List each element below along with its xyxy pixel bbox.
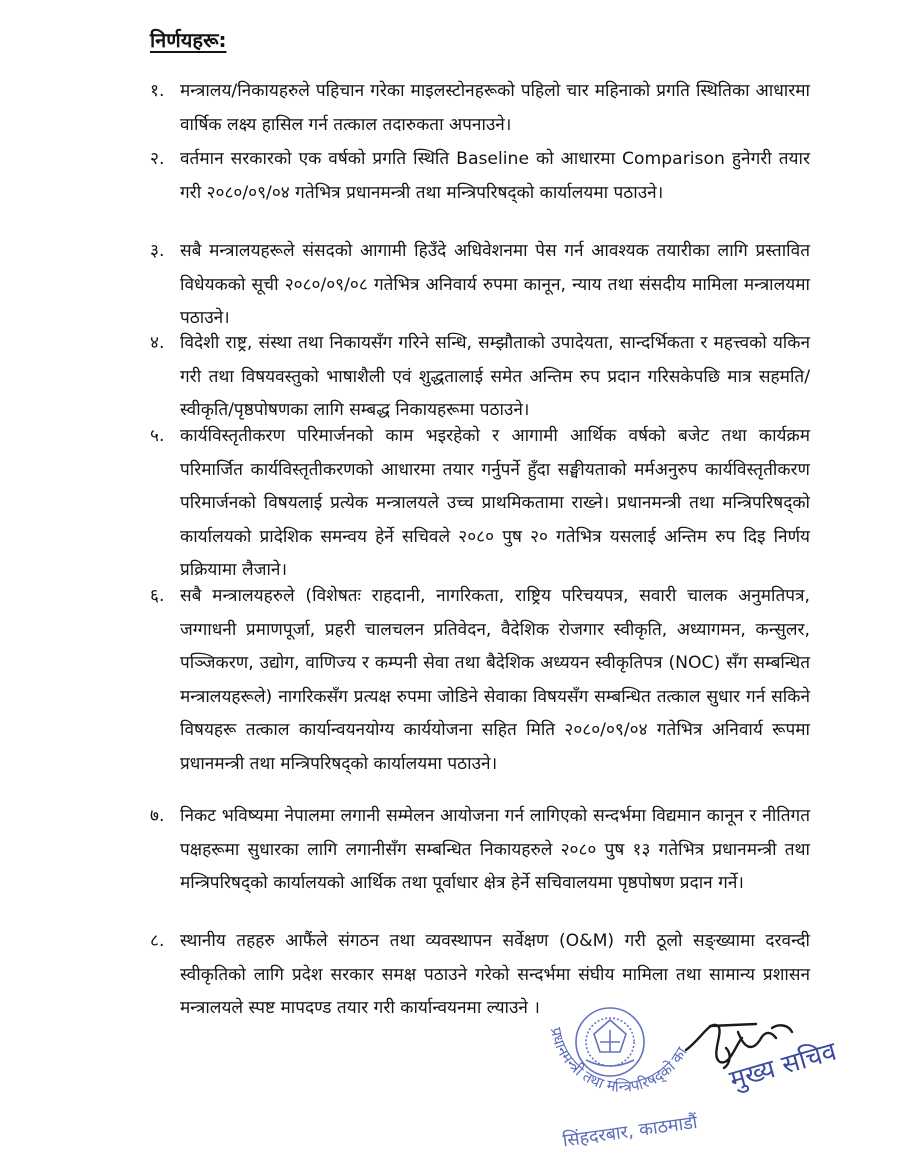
decisions-heading: निर्णयहरू:: [150, 28, 227, 52]
decision-item-1: [150, 75, 810, 142]
decision-item-2: [150, 143, 810, 210]
item-text: स्थानीय तहहरु आफैंले संगठन तथा व्यवस्थापन सर्वेक्षण (O&M) गरी ठूलो सङ्ख्यामा दरवन्दी स्वीकृतिको लागि प्रदेश सरकार समक्ष पठाउने गरेको सन्दर्भमा संघीय मामिला तथा सामान्य प्रशासन मन्त्रालयले स्पष्ट मापदण्ड तयार गरी कार्यान्वयनमा ल्याउने ।: [180, 931, 810, 1018]
item-text: वर्तमान सरकारको एक वर्षको प्रगति स्थिति Baseline को आधारमा Comparison हुनेगरी तयार गरी २०८०/०९/०४ गतेभित्र प्रधानमन्त्री तथा मन्त्रिपरिषद्को कार्यालयमा पठाउने।: [180, 149, 810, 203]
item-number: ८.: [150, 931, 165, 951]
item-text: निकट भविष्यमा नेपालमा लगानी सम्मेलन आयोजना गर्न लागिएको सन्दर्भमा विद्यमान कानून र नीतिगत पक्षहरूमा सुधारका लागि लगानीसँग सम्बन्धित निकायहरुले २०८० पुष १३ गतेभित्र प्रधानमन्त्री तथा मन्त्रिपरिषद्को कार्यालयको आर्थिक तथा पूर्वाधार क्षेत्र हेर्ने सचिवालयमा पृष्ठपोषण प्रदान गर्ने।: [180, 806, 810, 893]
decision-item-6: [150, 580, 810, 781]
decision-item-7: [150, 800, 810, 901]
item-text: कार्यविस्तृतीकरण परिमार्जनको काम भइरहेको र आगामी आर्थिक वर्षको बजेट तथा कार्यक्रम परिमार्जित कार्यविस्तृतीकरणको आधारमा तयार गर्नुपर्ने हुँदा सङ्घीयताको मर्मअनुरुप कार्यविस्तृतीकरण परिमार्जनको विषयलाई प्रत्येक मन्त्रालयले उच्च प्राथमिकतामा राख्ने। प्रधानमन्त्री तथा मन्त्रिपरिषद्को कार्यालयको प्रादेशिक समन्वय हेर्ने सचिवले २०८० पुष २० गतेभित्र यसलाई अन्तिम रुप दिइ निर्णय प्रक्रियामा लैजाने।: [180, 426, 810, 580]
decision-item-5: [150, 420, 810, 588]
item-number: ७.: [150, 806, 165, 826]
item-text: विदेशी राष्ट्र, संस्था तथा निकायसँग गरिने सन्धि, सम्झौताको उपादेयता, सान्दर्भिकता र महत्त्वको यकिन गरी तथा विषयवस्तुको भाषाशैली एवं शुद्धतालाई समेत अन्तिम रुप प्रदान गरिसकेपछि मात्र सहमति/स्वीकृति/पृष्ठपोषणका लागि सम्बद्ध निकायहरूमा पठाउने।: [180, 333, 810, 420]
decision-item-4: [150, 327, 810, 428]
item-number: १.: [150, 81, 165, 101]
decision-item-3: [150, 235, 810, 336]
item-number: २.: [150, 149, 165, 169]
signatory-designation: मुख्य सचिव: [726, 1036, 840, 1096]
item-number: ३.: [150, 241, 165, 261]
item-text: सबै मन्त्रालयहरूले संसदको आगामी हिउँदे अधिवेशनमा पेस गर्न आवश्यक तयारीका लागि प्रस्तावित विधेयकको सूची २०८०/०९/०८ गतेभित्र अनिवार्य रुपमा कानून, न्याय तथा संसदीय मामिला मन्त्रालयमा पठाउने।: [180, 241, 810, 328]
svg-text:सिंहदरबार, काठमाडौं: सिंहदरबार, काठमाडौं: [561, 1111, 699, 1152]
official-seal-stamp: [520, 1002, 700, 1152]
seal-lettering: प्रधानमन्त्री तथा मन्त्रिपरिषद्को कार्यालय: [546, 1026, 691, 1096]
item-number: ६.: [150, 586, 165, 606]
item-text: सबै मन्त्रालयहरुले (विशेषतः राहदानी, नागरिकता, राष्ट्रिय परिचयपत्र, सवारी चालक अनुमतिपत्र, जग्गाधनी प्रमाणपूर्जा, प्रहरी चालचलन प्रतिवेदन, वैदेशिक रोजगार स्वीकृति, अध्यागमन, कन्सुलर, पञ्जिकरण, उद्योग, वाणिज्य र कम्पनी सेवा तथा बैदेशिक अध्ययन स्वीकृतिपत्र (NOC) सँग सम्बन्धित मन्त्रालयहरूले) नागरिकसँग प्रत्यक्ष रुपमा जोडिने सेवाका विषयसँग सम्बन्धित तत्काल सुधार गर्न सकिने विषयहरू तत्काल कार्यान्वयनयोग्य कार्ययोजना सहित मिति २०८०/०९/०४ गतेभित्र अनिवार्य रूपमा प्रधानमन्त्री तथा मन्त्रिपरिषद्को कार्यालयमा पठाउने।: [180, 586, 810, 774]
item-number: ५.: [150, 426, 165, 446]
item-text: मन्त्रालय/निकायहरुले पहिचान गरेका माइलस्टोनहरूको पहिलो चार महिनाको प्रगति स्थितिका आधारमा वार्षिक लक्ष्य हासिल गर्न तत्काल तदारुकता अपनाउने।: [180, 81, 810, 135]
item-number: ४.: [150, 333, 165, 353]
